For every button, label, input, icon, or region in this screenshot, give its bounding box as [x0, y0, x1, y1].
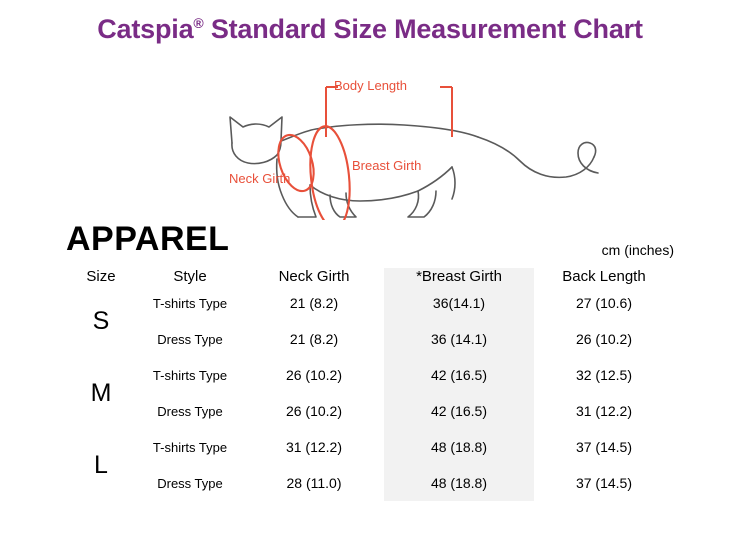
- back-length-value: 26 (10.2): [575, 331, 633, 347]
- neck-girth-value: 26 (10.2): [285, 367, 343, 383]
- label-body-length: Body Length: [334, 78, 408, 93]
- back-length-value: 37 (14.5): [575, 439, 633, 455]
- table-header-row: [66, 268, 674, 285]
- measurement-diagram: [0, 45, 740, 220]
- section-heading: APPAREL: [66, 220, 230, 258]
- neck-girth-value: 21 (8.2): [289, 331, 339, 347]
- style-cell: T-shirts Type: [152, 295, 228, 311]
- style-cell: T-shirts Type: [152, 367, 228, 383]
- header-size: Size: [86, 268, 116, 285]
- cat-outline-illustration: [0, 45, 740, 220]
- style-cell: T-shirts Type: [152, 439, 228, 455]
- back-length-value: 27 (10.6): [575, 295, 633, 311]
- style-cell: Dress Type: [157, 403, 223, 419]
- breast-girth-value: 42 (16.5): [384, 393, 534, 429]
- back-length-value: 31 (12.2): [575, 403, 633, 419]
- style-cell: Dress Type: [157, 475, 223, 491]
- breast-girth-value: 36(14.1): [384, 285, 534, 321]
- page-title: [0, 0, 740, 45]
- table-row: [66, 321, 674, 357]
- neck-girth-value: 31 (12.2): [285, 439, 343, 455]
- breast-girth-value: 36 (14.1): [384, 321, 534, 357]
- label-breast-girth: Breast Girth: [352, 158, 422, 173]
- neck-girth-value: 28 (11.0): [286, 475, 342, 491]
- neck-girth-value: 26 (10.2): [285, 403, 343, 419]
- title-brand: Catspia: [97, 14, 194, 44]
- breast-girth-value: 42 (16.5): [384, 357, 534, 393]
- table-row: [66, 465, 674, 501]
- neck-girth-value: 21 (8.2): [289, 295, 339, 311]
- back-length-value: 32 (12.5): [575, 367, 633, 383]
- breast-girth-value: 48 (18.8): [384, 465, 534, 501]
- table-row: [66, 357, 674, 393]
- header-breast-girth: *Breast Girth: [384, 268, 534, 285]
- header-style: Style: [173, 268, 207, 285]
- apparel-heading-row: [0, 220, 740, 268]
- size-measurement-table: [66, 268, 674, 501]
- table-row: [66, 429, 674, 465]
- style-cell: Dress Type: [157, 331, 223, 347]
- breast-girth-value: 48 (18.8): [384, 429, 534, 465]
- table-row: [66, 393, 674, 429]
- label-neck-girth: Neck Girth: [229, 171, 291, 186]
- size-label-l: L: [94, 450, 108, 479]
- header-back-length: Back Length: [562, 268, 646, 285]
- body-length-marker: [326, 87, 452, 137]
- registered-trademark-icon: ®: [193, 15, 204, 31]
- table-row: [66, 285, 674, 321]
- back-length-value: 37 (14.5): [575, 475, 633, 491]
- size-label-m: M: [90, 378, 112, 407]
- header-neck-girth: Neck Girth: [278, 268, 350, 285]
- title-rest: Standard Size Measurement Chart: [203, 14, 643, 44]
- units-note: cm (inches): [601, 242, 674, 258]
- size-label-s: S: [92, 306, 110, 335]
